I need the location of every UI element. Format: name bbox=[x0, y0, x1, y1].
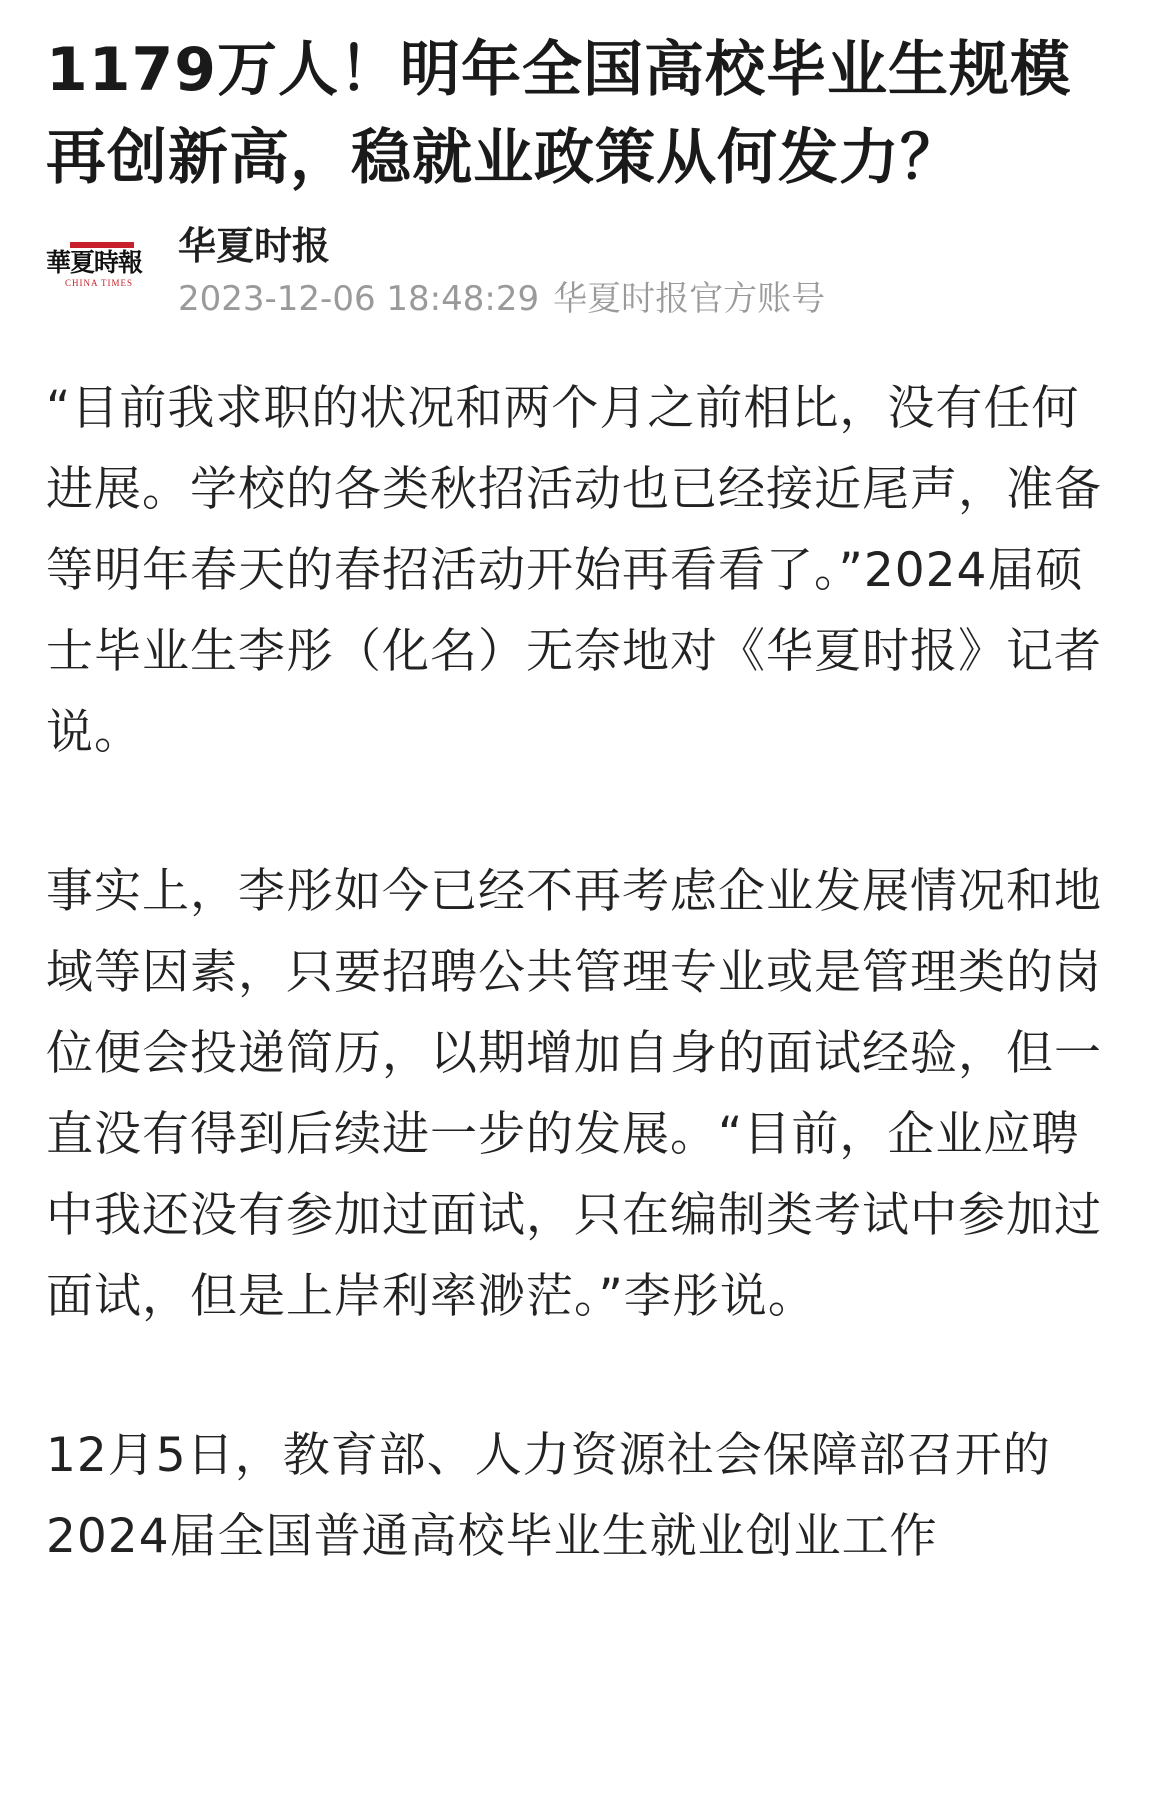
publisher-logo[interactable] bbox=[46, 242, 152, 302]
publisher-name[interactable]: 华夏时报 bbox=[178, 224, 331, 268]
article-paragraph: 12月5日，教育部、人力资源社会保障部召开的2024届全国普通高校毕业生就业创业工作 bbox=[46, 1428, 1051, 1564]
article-paragraph: “目前我求职的状况和两个月之前相比，没有任何进展。学校的各类秋招活动也已经接近尾声，准备等明年春天的春招活动开始再看看了。”2024届硕士毕业生李彤（化名）无奈地对《华夏时报》记者说。 bbox=[46, 381, 1102, 760]
logo-subtext: CHINA TIMES bbox=[64, 278, 134, 288]
article-title: 1179万人！明年全国高校毕业生规模再创新高，稳就业政策从何发力？ bbox=[46, 35, 1071, 193]
article-paragraph: 事实上，李彤如今已经不再考虑企业发展情况和地域等因素，只要招聘公共管理专业或是管理类的岗位便会投递简历，以期增加自身的面试经验，但一直没有得到后续进一步的发展。“目前，企业应聘中我还没有参加过面试，只在编制类考试中参加过面试，但是上岸利率渺茫。”李彤说。 bbox=[46, 864, 1102, 1324]
account-label: 华夏时报官方账号 bbox=[553, 279, 826, 319]
logo-text: 華夏時報 bbox=[46, 248, 143, 277]
source-info bbox=[46, 220, 1122, 340]
publish-meta bbox=[178, 276, 825, 322]
publish-timestamp: 2023-12-06 18:48:29 bbox=[178, 279, 540, 319]
